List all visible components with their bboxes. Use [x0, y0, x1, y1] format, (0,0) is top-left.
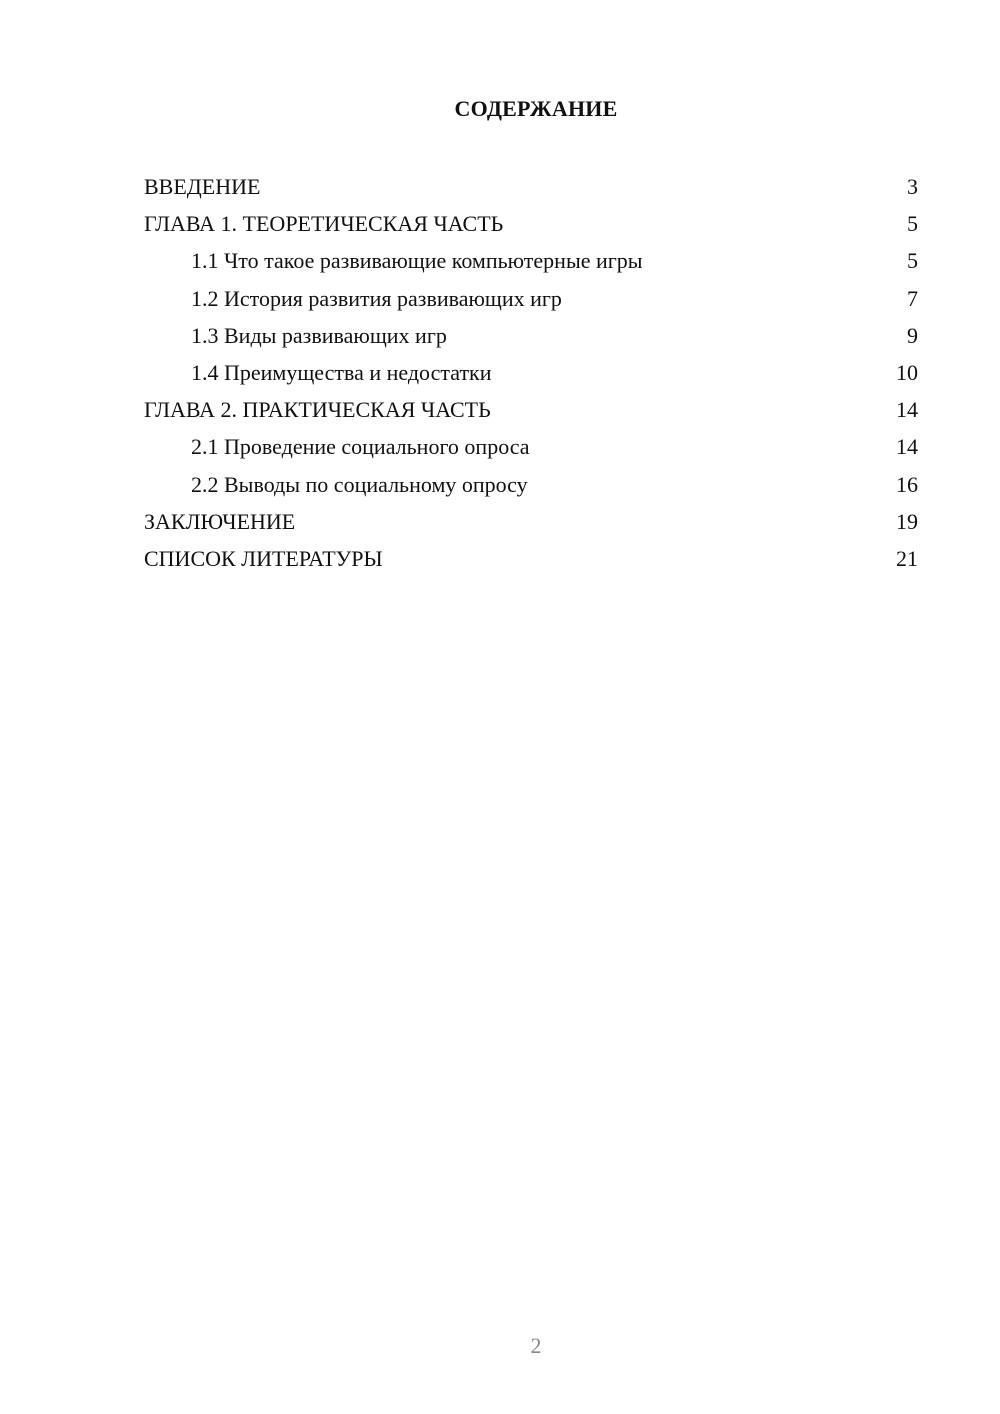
toc-entry-page: 21: [896, 545, 918, 571]
toc-entry-section-2-2: [144, 466, 918, 503]
toc-entry-chapter-1: [144, 205, 918, 242]
toc-entry-bibliography: [144, 540, 918, 577]
page-number: 2: [530, 1333, 542, 1358]
table-of-contents: [144, 168, 918, 577]
toc-entry-chapter-2: [144, 391, 918, 428]
toc-entry-page: 5: [907, 248, 918, 274]
toc-entry-page: 19: [896, 508, 918, 534]
toc-entry-page: 14: [896, 434, 918, 460]
toc-entry-page: 16: [896, 471, 918, 497]
toc-entry-label: 1.2 История развития развивающих игр: [191, 285, 562, 311]
toc-entry-page: 14: [896, 397, 918, 423]
toc-entry-label: ЗАКЛЮЧЕНИЕ: [144, 508, 296, 534]
toc-entry-label: ВВЕДЕНИЕ: [144, 174, 261, 199]
toc-entry-label: ГЛАВА 1. ТЕОРЕТИЧЕСКАЯ ЧАСТЬ: [144, 211, 504, 237]
toc-entry-page: 3: [907, 174, 918, 199]
toc-entry-label: 2.2 Выводы по социальному опросу: [191, 471, 528, 497]
toc-entry-page: 7: [907, 285, 918, 311]
toc-entry-label: 1.4 Преимущества и недостатки: [191, 359, 492, 385]
toc-entry-label: ГЛАВА 2. ПРАКТИЧЕСКАЯ ЧАСТЬ: [144, 397, 491, 423]
toc-entry-introduction: [144, 168, 918, 205]
toc-title: СОДЕРЖАНИЕ: [454, 96, 618, 121]
toc-entry-label: 2.1 Проведение социального опроса: [191, 434, 530, 460]
toc-entry-section-1-2: [144, 280, 918, 317]
toc-entry-conclusion: [144, 503, 918, 540]
toc-entry-section-1-3: [144, 317, 918, 354]
toc-entry-page: 5: [907, 211, 918, 237]
toc-entry-page: 9: [907, 322, 918, 348]
toc-entry-label: 1.3 Виды развивающих игр: [191, 322, 447, 348]
toc-entry-section-2-1: [144, 428, 918, 465]
toc-entry-page: 10: [896, 359, 918, 385]
toc-entry-label: 1.1 Что такое развивающие компьютерные игры: [191, 248, 643, 274]
toc-entry-label: СПИСОК ЛИТЕРАТУРЫ: [144, 545, 383, 571]
toc-entry-section-1-4: [144, 354, 918, 391]
toc-entry-section-1-1: [144, 242, 918, 279]
